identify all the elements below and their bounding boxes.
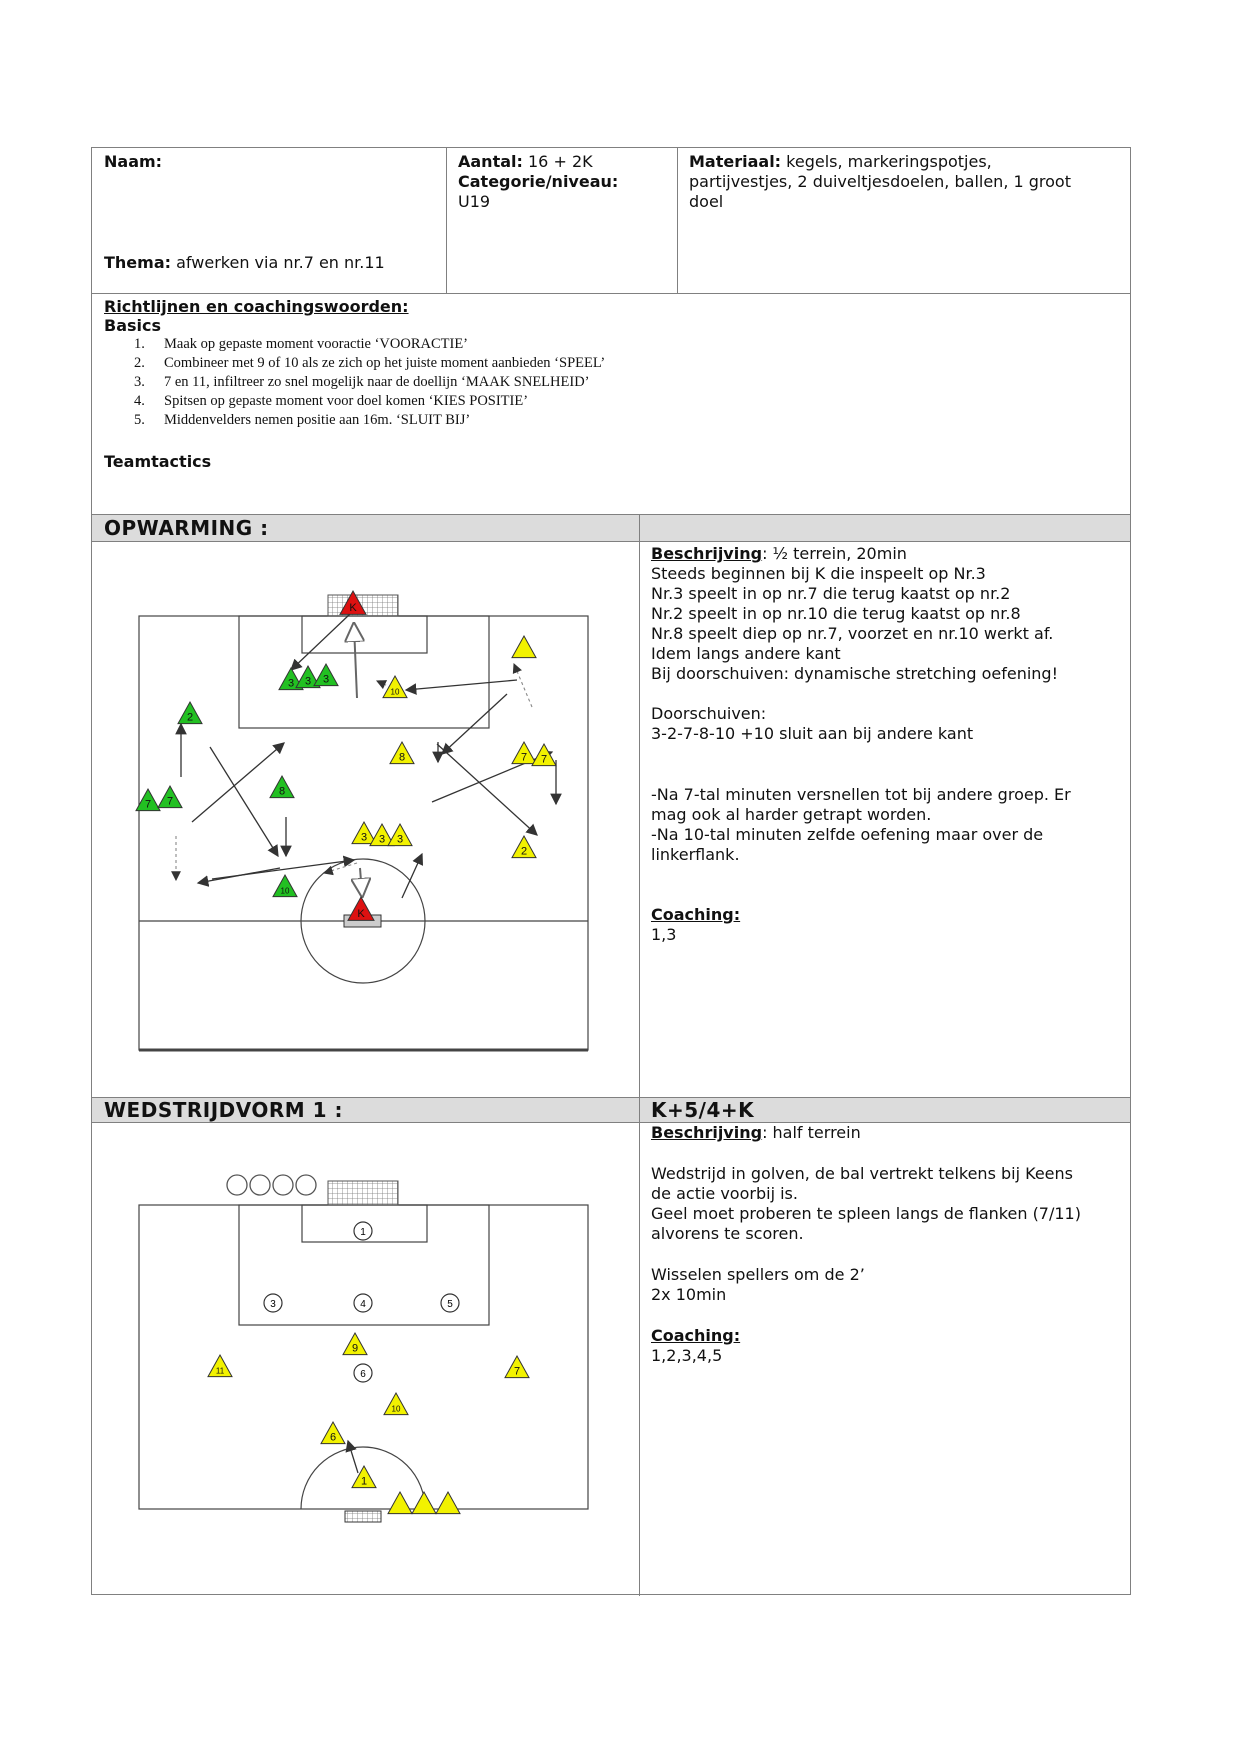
player-number: 7 — [144, 798, 152, 811]
materiaal-line2: partijvestjes, 2 duiveltjesdoelen, ballen, 1 groot — [689, 172, 1071, 191]
description-line: de actie voorbij is. — [651, 1184, 798, 1203]
ball-stack — [227, 1175, 316, 1195]
pass-arrow — [348, 1441, 358, 1473]
description-line: Nr.2 speelt in op nr.10 die terug kaatst op nr.8 — [651, 604, 1021, 623]
thema-label: Thema: — [104, 253, 172, 272]
naam-label: Naam: — [104, 152, 163, 171]
description-line: Idem langs andere kant — [651, 644, 841, 663]
player-marker — [354, 1222, 372, 1240]
ball-icon — [250, 1175, 270, 1195]
player-number: 3 — [304, 675, 312, 688]
player-number: 7 — [520, 751, 528, 764]
doorschuiven-value: 3-2-7-8-10 +10 sluit aan bij andere kant — [651, 724, 974, 743]
materiaal-line1: kegels, markeringspotjes, — [786, 152, 992, 171]
green-player-marker — [178, 702, 202, 724]
yellow-player-marker — [384, 1393, 408, 1415]
basics-label: Basics — [104, 316, 162, 335]
player-number: 10 — [390, 687, 400, 697]
beschrijving-value: : ½ terrein, 20min — [762, 544, 907, 563]
divider — [639, 1098, 640, 1596]
cone-marker — [436, 1492, 460, 1514]
keeper-marker — [348, 897, 374, 920]
wedstrijdvorm-format: K+5/4+K — [651, 1098, 755, 1122]
player-number: 6 — [329, 1431, 337, 1444]
pass-arrows — [181, 614, 556, 898]
divider — [92, 293, 1130, 294]
player-marker — [264, 1294, 282, 1312]
teamtactics-label: Teamtactics — [104, 452, 212, 471]
green-player-marker — [314, 664, 338, 686]
yellow-player-marker — [532, 744, 556, 766]
mini-goal — [345, 1511, 381, 1522]
description-line: Wisselen spellers om de 2’ — [651, 1265, 865, 1284]
green-player-marker — [270, 776, 294, 798]
coaching-value: 1,2,3,4,5 — [651, 1346, 723, 1365]
list-item: 4. Spitsen op gepaste moment voor doel komen ‘KIES POSITIE’ — [134, 393, 529, 409]
player-number: 10 — [280, 886, 290, 896]
player-number: 7 — [166, 795, 174, 808]
short-ball-arrow — [360, 868, 362, 894]
coaching-label: Coaching: — [651, 905, 741, 924]
wedstrijdvorm-title: WEDSTRIJDVORM 1 : — [104, 1098, 344, 1122]
aantal-field — [458, 152, 618, 212]
doorschuiven-label: Doorschuiven: — [651, 704, 767, 723]
note-line: -Na 10-tal minuten zelfde oefening maar over de — [651, 825, 1044, 844]
cone-marker — [512, 636, 536, 658]
guidelines-section — [104, 297, 1114, 472]
player-number: 2 — [520, 845, 528, 858]
opwarming-diagram — [92, 542, 638, 1098]
player-number: 5 — [447, 1299, 453, 1310]
yellow-player-marker — [352, 1466, 376, 1488]
goal-net — [328, 1181, 398, 1205]
ball-icon — [273, 1175, 293, 1195]
green-player-marker — [158, 786, 182, 808]
penalty-area — [239, 616, 489, 728]
pitch — [139, 1205, 588, 1509]
player-number: 3 — [270, 1299, 276, 1310]
aantal-label: Aantal: — [458, 152, 523, 171]
description-line: Nr.3 speelt in op nr.7 die terug kaatst op nr.2 — [651, 584, 1011, 603]
player-number: 10 — [391, 1404, 401, 1414]
player-number: 8 — [278, 785, 286, 798]
players — [208, 1222, 529, 1514]
description-line: Bij doorschuiven: dynamische stretching oefening! — [651, 664, 1058, 683]
description-line: Steeds beginnen bij K die inspeelt op Nr.3 — [651, 564, 986, 583]
naam-field — [104, 152, 162, 172]
player-number: 4 — [360, 1299, 366, 1310]
divider — [677, 148, 678, 293]
list-item: 3. 7 en 11, infiltreer zo snel mogelijk naar de doellijn ‘MAAK SNELHEID’ — [134, 374, 590, 390]
player-number: 1 — [360, 1475, 368, 1488]
note-line: mag ook al harder getrapt worden. — [651, 805, 932, 824]
player-number: K — [349, 602, 357, 615]
player-number: 3 — [322, 673, 330, 686]
ball-icon — [227, 1175, 247, 1195]
list-item: 2. Combineer met 9 of 10 als ze zich op het juiste moment aanbieden ‘SPEEL’ — [134, 355, 606, 371]
player-marker — [354, 1364, 372, 1382]
description-line: Wedstrijd in golven, de bal vertrekt telkens bij Keens — [651, 1164, 1073, 1183]
yellow-player-marker — [343, 1333, 367, 1355]
divider — [446, 148, 447, 293]
green-player-marker — [273, 875, 297, 897]
yellow-player-marker — [383, 676, 407, 698]
player-number: 1 — [360, 1227, 366, 1238]
player-number: 3 — [378, 833, 386, 846]
yellow-player-marker — [321, 1422, 345, 1444]
categorie-label: Categorie/niveau: — [458, 172, 619, 191]
cone-marker — [412, 1492, 436, 1514]
aantal-value: 16 + 2K — [528, 152, 593, 171]
list-item: 1. Maak op gepaste moment vooractie ‘VOORACTIE’ — [134, 336, 469, 352]
description-line: 2x 10min — [651, 1285, 727, 1304]
materiaal-line3: doel — [689, 192, 724, 211]
cone-marker — [388, 1492, 412, 1514]
materiaal-label: Materiaal: — [689, 152, 782, 171]
wedstrijdvorm-description — [651, 1123, 1121, 1366]
player-number: 3 — [360, 831, 368, 844]
coaching-value: 1,3 — [651, 925, 677, 944]
yellow-player-marker — [390, 742, 414, 764]
yellow-player-marker — [512, 742, 536, 764]
beschrijving-label: Beschrijving — [651, 1123, 763, 1142]
player-marker — [354, 1294, 372, 1312]
wedstrijdvorm-diagram — [92, 1123, 638, 1593]
yellow-player-marker — [208, 1355, 232, 1377]
basics-list — [92, 335, 1114, 430]
opwarming-description — [651, 544, 1121, 945]
player-number: 7 — [540, 753, 548, 766]
description-line: Nr.8 speelt diep op nr.7, voorzet en nr.10 werkt af. — [651, 624, 1054, 643]
beschrijving-label: Beschrijving — [651, 544, 763, 563]
player-number: 6 — [360, 1369, 366, 1380]
thema-field — [104, 253, 385, 273]
yellow-player-marker — [505, 1356, 529, 1378]
opwarming-title: OPWARMING : — [104, 516, 269, 540]
coaching-label: Coaching: — [651, 1326, 741, 1345]
beschrijving-value: : half terrein — [762, 1123, 861, 1142]
description-line: Geel moet proberen te spleen langs de flanken (7/11) — [651, 1204, 1081, 1223]
yellow-player-marker — [512, 836, 536, 858]
player-number: 7 — [513, 1365, 521, 1378]
player-number: 2 — [186, 711, 194, 724]
pitch-outline — [139, 1205, 588, 1509]
thema-value: afwerken via nr.7 en nr.11 — [176, 253, 385, 272]
ball-icon — [296, 1175, 316, 1195]
player-number: K — [357, 908, 365, 921]
materiaal-field — [689, 152, 1071, 212]
session-sheet — [91, 147, 1131, 1595]
player-number: 8 — [398, 751, 406, 764]
player-number: 9 — [351, 1342, 359, 1355]
note-line: linkerflank. — [651, 845, 740, 864]
categorie-value: U19 — [458, 192, 491, 211]
long-ball-arrow — [354, 626, 357, 698]
goal-area — [302, 616, 427, 653]
yellow-player-marker — [388, 824, 412, 846]
list-item: 5. Middenvelders nemen positie aan 16m. ‘SLUIT BIJ’ — [134, 412, 471, 428]
player-number: 11 — [215, 1366, 225, 1376]
run-lines — [176, 664, 532, 880]
description-line: alvorens te scoren. — [651, 1224, 804, 1243]
player-number: 3 — [287, 677, 295, 690]
player-number: 3 — [396, 833, 404, 846]
note-line: -Na 7-tal minuten versnellen tot bij andere groep. Er — [651, 785, 1071, 804]
divider — [639, 515, 640, 1097]
players — [136, 591, 556, 920]
guidelines-title: Richtlijnen en coachingswoorden: — [104, 297, 409, 316]
player-marker — [441, 1294, 459, 1312]
